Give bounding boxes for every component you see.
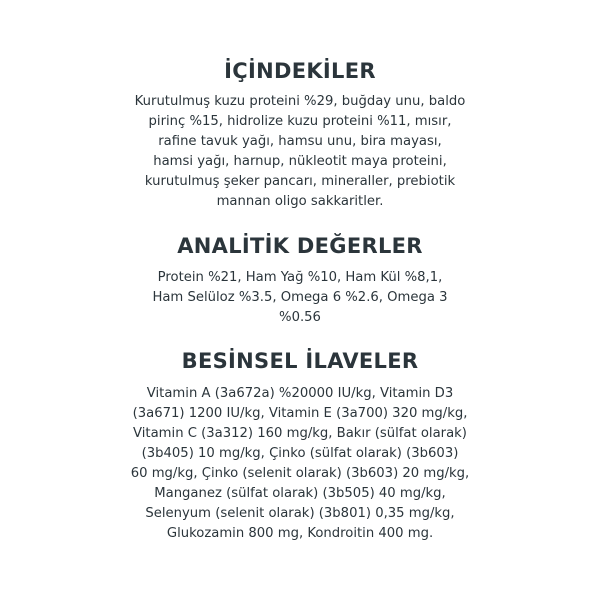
analytic-values-heading: ANALİTİK DEĞERLER	[177, 234, 423, 258]
analytic-values-text	[0, 268, 600, 328]
nutritional-additives-line: (3a671) 1200 IU/kg, Vitamin E (3a700) 320 mg/kg,	[132, 406, 468, 421]
nutritional-additives-heading: BESİNSEL İLAVELER	[181, 349, 419, 373]
analytic-values-line: %0.56	[279, 310, 321, 325]
ingredients-line: mannan oligo sakkaritler.	[216, 194, 384, 209]
nutritional-additives-line: (3b405) 10 mg/kg, Çinko (sülfat olarak) (3b603)	[141, 446, 459, 461]
analytic-values-line: Ham Selüloz %3.5, Omega 6 %2.6, Omega 3	[152, 290, 448, 305]
ingredients-line: hamsi yağı, harnup, nükleotit maya proteini,	[153, 154, 447, 169]
ingredients-line: kurutulmuş şeker pancarı, mineraller, prebiotik	[144, 174, 456, 189]
nutritional-additives-line: Selenyum (selenit olarak) (3b801) 0,35 mg/kg,	[145, 506, 455, 521]
nutritional-additives-line: 60 mg/kg, Çinko (selenit olarak) (3b603) 20 mg/kg,	[130, 466, 470, 481]
nutritional-additives-line: Manganez (sülfat olarak) (3b505) 40 mg/kg,	[154, 486, 446, 501]
ingredients-line: Kurutulmuş kuzu proteini %29, buğday unu, baldo	[134, 94, 466, 109]
analytic-values-section	[0, 233, 600, 328]
nutritional-additives-line: Glukozamin 800 mg, Kondroitin 400 mg.	[166, 526, 434, 541]
ingredients-text	[0, 92, 600, 212]
nutritional-additives-section	[0, 348, 600, 544]
ingredients-section	[0, 58, 600, 212]
ingredients-line: rafine tavuk yağı, hamsu unu, bira mayası,	[158, 134, 442, 149]
analytic-values-line: Protein %21, Ham Yağ %10, Ham Kül %8,1,	[157, 270, 443, 285]
ingredients-heading: İÇİNDEKİLER	[224, 59, 376, 83]
nutritional-additives-line: Vitamin A (3a672a) %20000 IU/kg, Vitamin D3	[146, 386, 454, 401]
nutritional-additives-line: Vitamin C (3a312) 160 mg/kg, Bakır (sülfat olarak)	[133, 426, 467, 441]
nutritional-additives-text	[0, 384, 600, 544]
ingredients-line: pirinç %15, hidrolize kuzu proteini %11, mısır,	[148, 114, 452, 129]
